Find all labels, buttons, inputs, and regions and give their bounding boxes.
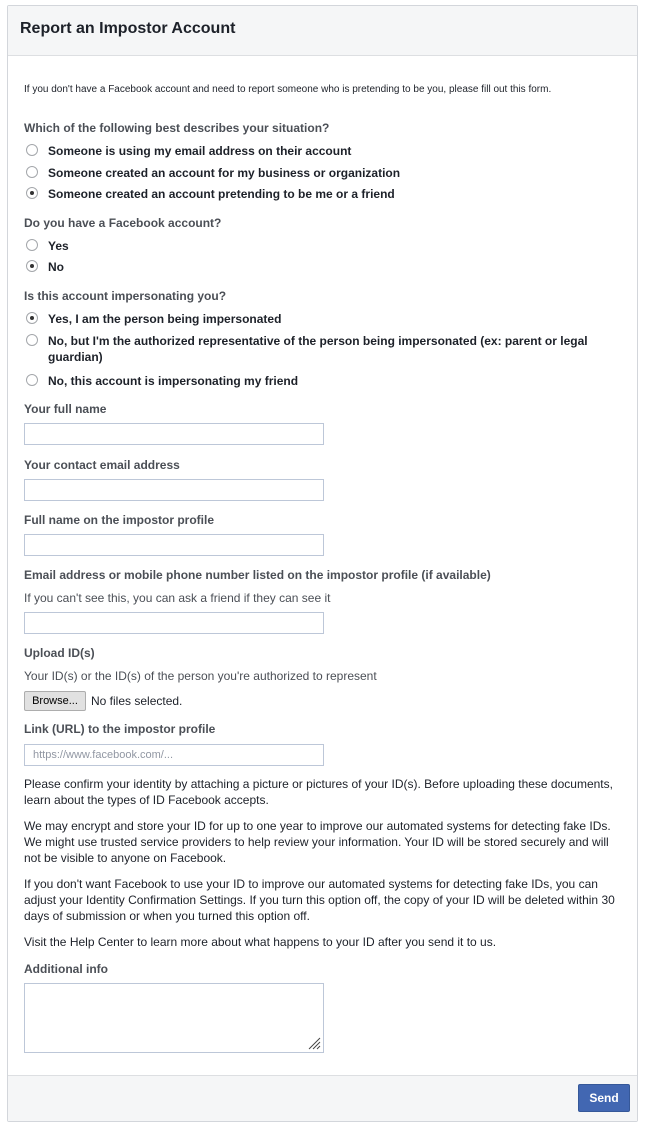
radio-button-selected[interactable] (26, 260, 38, 272)
radio-button[interactable] (26, 334, 38, 346)
upload-id-hint: Your ID(s) or the ID(s) of the person you're authorized to represent (24, 669, 377, 683)
resize-grip-icon[interactable] (307, 1036, 321, 1050)
paragraph-text: Please confirm your identity by attaching a picture or pictures of your ID(s). Before uploading these documents, learn about the (24, 777, 613, 807)
form-header (8, 6, 637, 56)
additional-info-label: Additional info (24, 962, 108, 976)
browse-button[interactable]: Browse... (24, 691, 86, 711)
radio-button[interactable] (26, 166, 38, 178)
radio-label: Yes, I am the person being impersonated (48, 312, 282, 326)
id-settings-paragraph (24, 876, 624, 924)
impostor-contact-hint: If you can't see this, you can ask a friend if they can see it (24, 591, 331, 605)
full-name-input[interactable] (24, 423, 324, 445)
impostor-name-input[interactable] (24, 534, 324, 556)
radio-button[interactable] (26, 239, 38, 251)
radio-option-yes[interactable] (26, 238, 69, 256)
contact-email-input[interactable] (24, 479, 324, 501)
paragraph-text: If you don't want Facebook to use your ID to improve our automated systems for detecting fake IDs, you can adjust your (24, 877, 598, 907)
radio-option-impersonating-friend[interactable] (26, 373, 298, 391)
impostor-contact-label: Email address or mobile phone number listed on the impostor profile (if available) (24, 568, 491, 582)
radio-label: Someone created an account pretending to be me or a friend (48, 187, 395, 201)
radio-label: Someone is using my email address on their account (48, 144, 352, 158)
radio-label: No, but I'm the authorized representative of the person being impersonated (ex: parent or legal guardian) (48, 334, 588, 364)
identity-settings-link[interactable]: Identity Confirmation Settings (86, 893, 243, 907)
id-confirm-paragraph (24, 776, 624, 808)
radio-option-i-am-impersonated[interactable] (26, 311, 281, 329)
upload-id-label: Upload ID(s) (24, 646, 95, 660)
paragraph-text: . If you turn this option off, the copy of your ID will be deleted within 30 days of submission or when you turned this option off. (24, 893, 615, 923)
id-types-link[interactable]: types of ID Facebook accepts (107, 793, 266, 807)
impostor-contact-input[interactable] (24, 612, 324, 634)
radio-label: No (48, 260, 64, 274)
full-name-label: Your full name (24, 402, 107, 416)
radio-option-no[interactable] (26, 259, 64, 277)
radio-option-pretending-to-be-me[interactable] (26, 186, 395, 204)
radio-button[interactable] (26, 374, 38, 386)
question-impersonating-you: Is this account impersonating you? (24, 289, 227, 303)
help-center-paragraph (24, 934, 624, 950)
impostor-url-input[interactable] (24, 744, 324, 766)
id-storage-paragraph: We may encrypt and store your ID for up to one year to improve our automated systems for detecting fake IDs. We might use trusted service providers to help review your information. Your ID will be stored securely and will not be visible to anyone on Facebook. (24, 819, 611, 865)
radio-button-selected[interactable] (26, 312, 38, 324)
question-has-account: Do you have a Facebook account? (24, 216, 222, 230)
paragraph-text: Visit the (24, 935, 70, 949)
file-status: No files selected. (91, 694, 183, 708)
paragraph-text: . (265, 793, 269, 807)
radio-label: No, this account is impersonating my friend (48, 374, 299, 388)
radio-option-email-used[interactable] (26, 143, 351, 161)
additional-info-textarea[interactable] (24, 983, 324, 1053)
contact-email-label: Your contact email address (24, 458, 180, 472)
radio-button[interactable] (26, 144, 38, 156)
question-situation: Which of the following best describes your situation? (24, 121, 330, 135)
radio-option-business-account[interactable] (26, 165, 400, 183)
impostor-url-label: Link (URL) to the impostor profile (24, 722, 216, 736)
radio-option-authorized-representative[interactable] (26, 333, 606, 367)
send-button[interactable]: Send (578, 1084, 630, 1112)
radio-label: Someone created an account for my business or organization (48, 166, 401, 180)
form-footer (8, 1075, 637, 1121)
impostor-name-label: Full name on the impostor profile (24, 513, 215, 527)
radio-label: Yes (48, 239, 69, 253)
paragraph-text: to learn more about what happens to your ID after you send it to us. (133, 935, 497, 949)
page-title: Report an Impostor Account (20, 20, 236, 37)
radio-button-selected[interactable] (26, 187, 38, 199)
intro-text: If you don't have a Facebook account and need to report someone who is pretending to be you, please fill out this form. (24, 84, 552, 95)
help-center-link[interactable]: Help Center (69, 935, 134, 949)
